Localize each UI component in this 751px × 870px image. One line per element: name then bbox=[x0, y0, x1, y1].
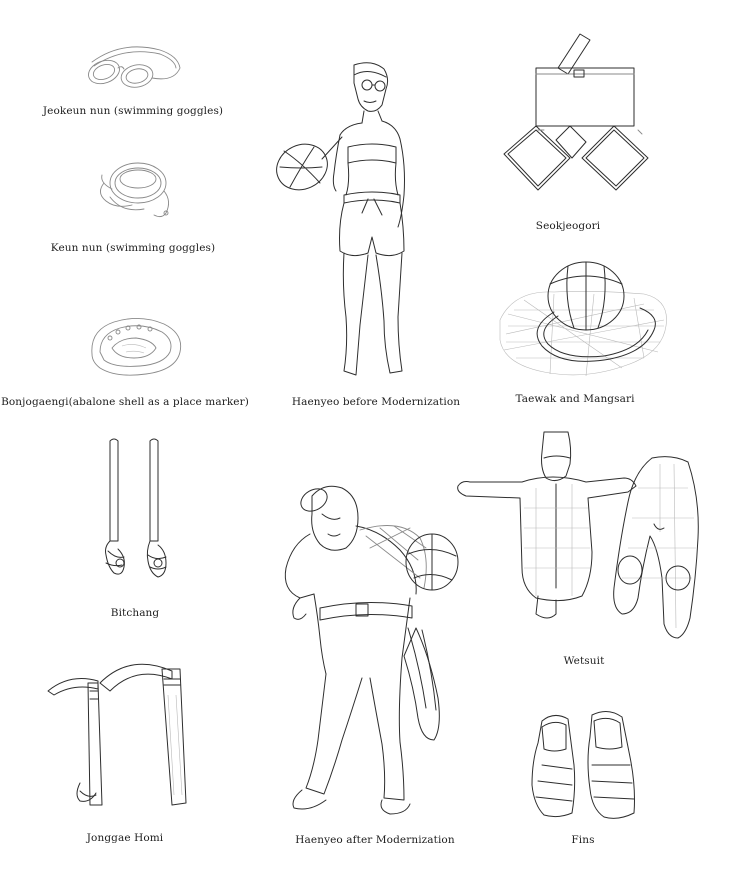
keun-nun-goggles-illustration bbox=[92, 153, 177, 225]
keun-nun-caption: Keun nun (swimming goggles) bbox=[50, 242, 216, 254]
wetsuit-illustration bbox=[452, 428, 722, 648]
fins-illustration bbox=[528, 705, 640, 823]
haenyeo-after-modernization-illustration bbox=[270, 478, 470, 824]
bonjogaengi-caption: Bonjogaengi(abalone shell as a place marker) bbox=[1, 396, 249, 408]
fins-caption: Fins bbox=[571, 834, 595, 846]
bonjogaengi-abalone-shell-illustration bbox=[86, 312, 186, 380]
taewak-mangsari-caption: Taewak and Mangsari bbox=[515, 393, 635, 405]
jeokeun-nun-goggles-illustration bbox=[82, 38, 187, 96]
bitchang-caption: Bitchang bbox=[110, 607, 160, 619]
wetsuit-caption: Wetsuit bbox=[563, 655, 605, 667]
haenyeo-before-caption: Haenyeo before Modernization bbox=[291, 396, 461, 408]
jonggae-homi-caption: Jonggae Homi bbox=[86, 832, 164, 844]
haenyeo-after-caption: Haenyeo after Modernization bbox=[295, 834, 455, 846]
seokjeogori-garment-illustration bbox=[494, 30, 656, 212]
seokjeogori-caption: Seokjeogori bbox=[535, 220, 601, 232]
jonggae-homi-tools-illustration bbox=[40, 655, 200, 810]
jeokeun-nun-caption: Jeokeun nun (swimming goggles) bbox=[42, 105, 224, 117]
bitchang-tools-illustration bbox=[96, 437, 176, 589]
haenyeo-before-modernization-illustration bbox=[272, 55, 432, 385]
taewak-mangsari-illustration bbox=[494, 250, 674, 388]
